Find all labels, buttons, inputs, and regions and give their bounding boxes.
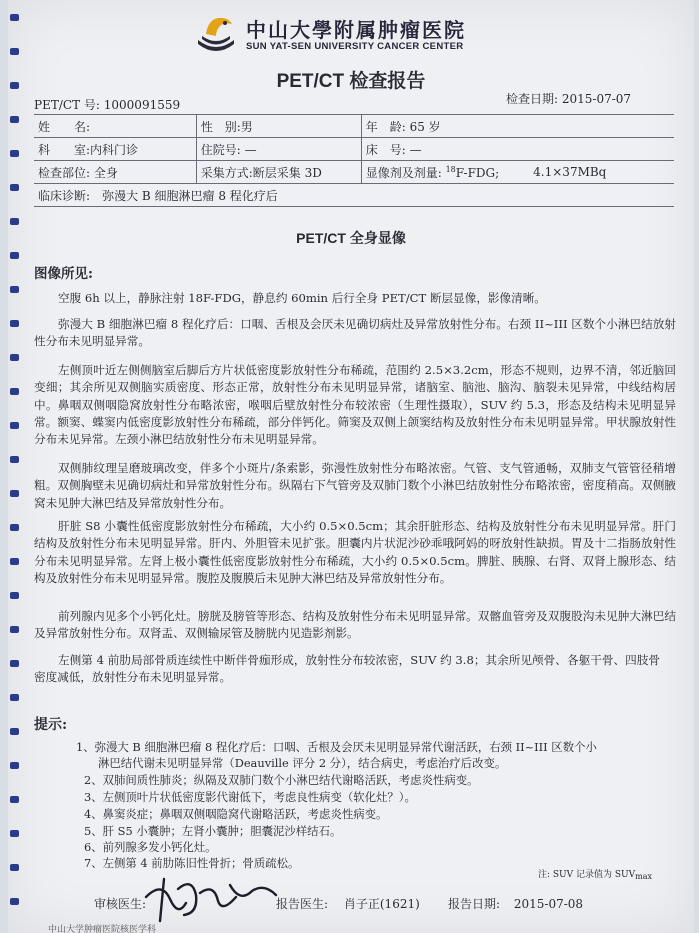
findings-paragraph: 左侧第 4 前肋局部骨质连续性中断伴骨痂形成，放射性分布较浓密，SUV 约 3.8；其余所见颅骨、各躯干骨、四肢骨密度减低，放射性分布未见明显异常。 bbox=[34, 653, 660, 685]
patient-age: 年 龄: 65 岁 bbox=[361, 115, 674, 138]
findings-paragraph: 左侧顶叶近左侧侧脑室后脚后方片状低密度影放射性分布稀疏，范围约 2.5×3.2cm，形态不规则，边界不清，邻近脑回变细；其余所见双侧脑实质密度、形态正常，放射性分布未见明显异常，诸脑室、脑池、脑沟、脑裂未见异常，中线结构居中。鼻咽双侧咽隐窝放射性分布略浓密，喉咽后壁放射性分布较浓密（生理性摄取），SUV 约 5.3，形态及结构未见明显异常。额窦、蝶窦内低密度影放射性分布稀疏，部分伴钙化。筛窦及双侧上颌窦结构及放射性分布未见明显异常。甲状腺放射性分布未见异常。左颈小淋巴结放射性分布未见明显异常。 bbox=[34, 363, 676, 447]
reviewer-label: 审核医生: bbox=[94, 897, 147, 911]
table-row bbox=[34, 184, 674, 207]
findings-paragraph: 肝脏 S8 小囊性低密度影放射性分布稀疏，大小约 0.5×0.5cm；其余肝脏形态、结构及放射性分布未见明显异常。肝门结构及放射性分布未见明显异常。肝内、外胆管未见扩张。胆囊内片状泥沙砂乖哦阿妈的呀放射性缺损。胃及十二指肠放射性分布未见明显异常。左肾上极小囊性低密度影放射性分布稀疏，大小约 0.5×0.5cm。脾脏、胰腺、右肾、双肾上腺形态、结构及放射性分布未见明显异常。腹腔及腹膜后未见肿大淋巴结及异常放射性分布。 bbox=[34, 519, 676, 585]
tracer-dose: 4.1×37MBq bbox=[503, 161, 674, 184]
hospital-logo-icon bbox=[194, 14, 238, 56]
hospital-name-en: SUN YAT-SEN UNIVERSITY CANCER CENTER bbox=[246, 41, 464, 52]
exam-date bbox=[506, 90, 631, 107]
petct-number bbox=[34, 96, 180, 113]
acquisition-method: 采集方式:断层采集 3D bbox=[196, 161, 361, 184]
petct-number-label: PET/CT 号: bbox=[34, 98, 100, 112]
findings-paragraph: 弥漫大 B 细胞淋巴瘤 8 程化疗后：口咽、舌根及会厌未见确切病灶及异常放射性分布。右颈 II~III 区数个小淋巴结放射性分布未见明显异常。 bbox=[34, 317, 676, 349]
findings-paragraph: 空腹 6h 以上，静脉注射 18F-FDG，静息约 60min 后行全身 PET/CT 断层显像，影像清晰。 bbox=[58, 291, 546, 305]
inpatient-number: 住院号: — bbox=[196, 138, 361, 161]
findings-heading: 图像所见: bbox=[34, 266, 93, 282]
note-item: 1、弥漫大 B 细胞淋巴瘤 8 程化疗后：口咽、舌根及会厌未见明显异常代谢活跃，右颈 II~III 区数个小 bbox=[76, 740, 597, 754]
report-title: PET/CT 检查报告 bbox=[276, 71, 426, 92]
note-item: 7、左侧第 4 前肋陈旧性骨折；骨质疏松。 bbox=[84, 856, 300, 870]
exam-site: 检查部位: 全身 bbox=[34, 161, 196, 184]
report-date bbox=[448, 895, 583, 912]
hospital-header bbox=[8, 10, 694, 58]
notes-heading: 提示: bbox=[34, 717, 68, 733]
ring-binding bbox=[8, 0, 24, 933]
patient-info-table bbox=[34, 114, 674, 207]
section-title: PET/CT 全身显像 bbox=[296, 230, 406, 246]
table-row bbox=[34, 115, 674, 138]
report-date-value: 2015-07-08 bbox=[513, 897, 584, 911]
table-row bbox=[34, 138, 674, 161]
bottom-strip: 中山大学肿瘤医院核医学科 bbox=[48, 925, 157, 933]
table-row bbox=[34, 161, 674, 184]
patient-name: 姓 名: bbox=[34, 115, 196, 138]
note-item: 5、肝 S5 小囊肿；左肾小囊肿；胆囊泥沙样结石。 bbox=[84, 824, 342, 838]
findings-paragraph: 前列腺内见多个小钙化灶。膀胱及膀管等形态、结构及放射性分布未见明显异常。双髂血管旁及双腹股沟未见肿大淋巴结及异常放射性分布。双肾盂、双侧输尿管及膀胱内见造影剂影。 bbox=[34, 609, 676, 641]
signature-image bbox=[140, 873, 280, 925]
findings-paragraph: 双侧肺纹理呈磨玻璃改变，伴多个小斑片/条索影，弥漫性放射性分布略浓密。气管、支气管通畅，双肺支气管管径稍增粗。双侧胸壁未见确切病灶和异常放射性分布。纵隔右下气管旁及双肺门数个小淋巴结放射性分布略浓密，密度稍高。双侧腋窝未见肿大淋巴结及异常放射性分布。 bbox=[34, 461, 676, 510]
reporter bbox=[276, 895, 420, 912]
note-item: 2、双肺间质性肺炎；纵隔及双肺门数个小淋巴结代谢略活跃，考虑炎性病变。 bbox=[84, 773, 479, 787]
note-item: 6、前列腺多发小钙化灶。 bbox=[84, 840, 217, 854]
petct-number-value: 1000091559 bbox=[103, 98, 181, 112]
department: 科 室:内科门诊 bbox=[34, 138, 196, 161]
patient-sex: 性 别:男 bbox=[196, 115, 361, 138]
note-item: 3、左侧顶叶片状低密度影代谢低下，考虑良性病变（软化灶？）。 bbox=[84, 790, 416, 804]
hospital-name-cn: 中山大學附属肿瘤医院 bbox=[246, 18, 466, 42]
report-sheet bbox=[8, 0, 694, 933]
note-item: 淋巴结代谢未见明显异常（Deauville 评分 2 分），结合病史，考虑治疗后改变。 bbox=[98, 756, 507, 770]
reporter-label: 报告医生: bbox=[276, 897, 329, 911]
report-date-label: 报告日期: bbox=[448, 897, 501, 911]
exam-date-label: 检查日期: bbox=[506, 92, 559, 106]
bed-number: 床 号: — bbox=[361, 138, 674, 161]
suv-footnote: 注: SUV 记录值为 SUVmax bbox=[538, 870, 652, 881]
note-item: 4、鼻窦炎症；鼻咽双侧咽隐窝代谢略活跃，考虑炎性病变。 bbox=[84, 807, 388, 821]
tracer-agent: 显像剂及剂量: $^{18}$F-FDG; bbox=[361, 161, 503, 184]
reporter-name: 肖子正(1621) bbox=[343, 897, 420, 911]
exam-date-value: 2015-07-07 bbox=[561, 92, 632, 106]
clinical-diagnosis: 临床诊断: 弥漫大 B 细胞淋巴瘤 8 程化疗后 bbox=[34, 184, 674, 207]
